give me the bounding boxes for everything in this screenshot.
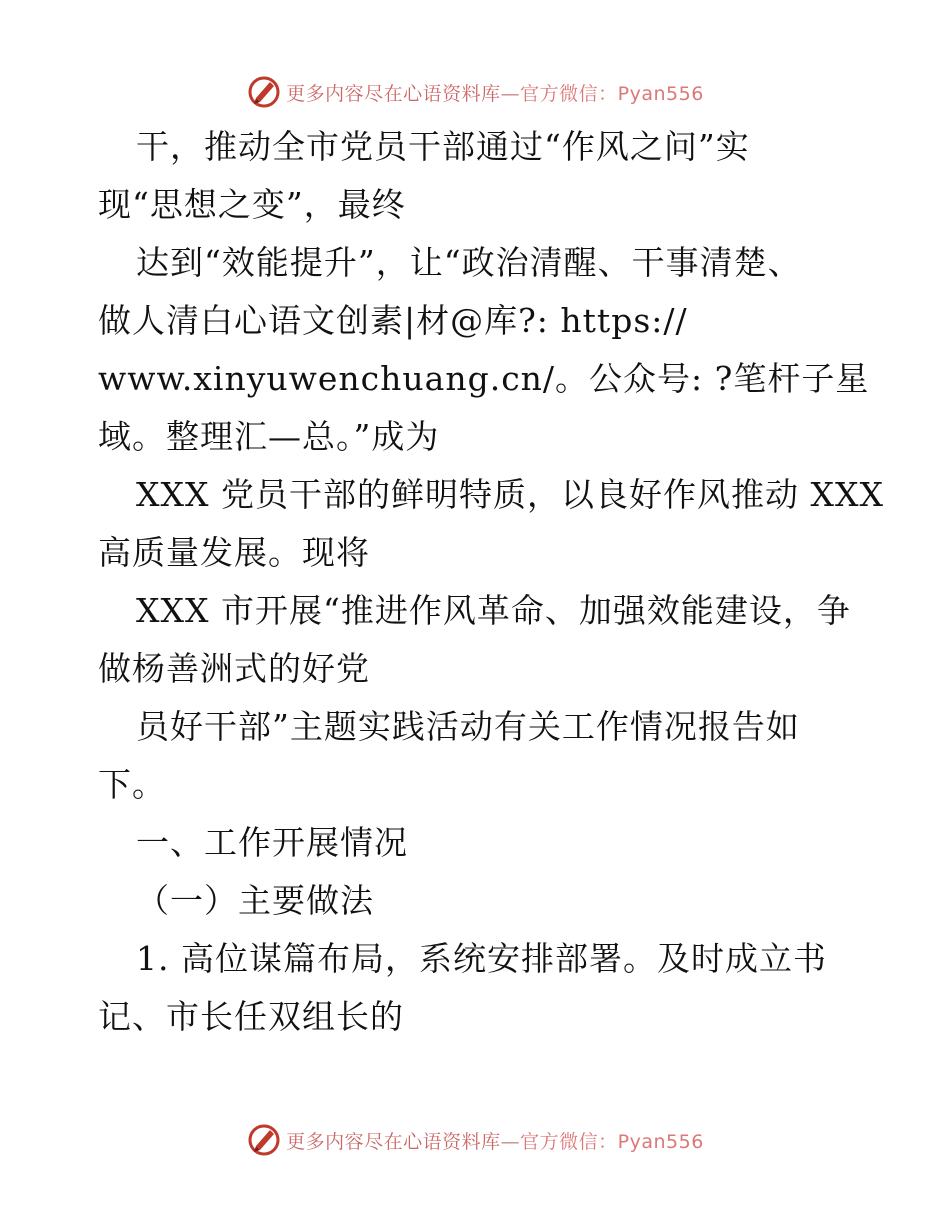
text-line: 做杨善洲式的好党 [98,649,370,688]
text-line: 达到“效能提升”，让“政治清醒、干事清楚、 [136,243,802,282]
watermark-text [286,1127,704,1154]
footer-watermark [0,1120,950,1160]
pen-logo-icon [246,74,282,110]
watermark-text [286,79,704,106]
header-watermark [0,72,950,112]
watermark-site: 更多内容尽在心语资料库 [286,1130,501,1153]
watermark-wechat: 官方微信：Pyan556 [520,1130,704,1153]
text-line: 高质量发展。现将 [98,533,370,572]
text-line: 1. 高位谋篇布局，系统安排部署。及时成立书 [136,939,827,978]
text-line: XXX 市开展“推进作风革命、加强效能建设，争 [136,591,851,630]
text-line: 现“思想之变”，最终 [98,185,406,224]
text-line: 干，推动全市党员干部通过“作风之问”实 [136,127,750,166]
watermark-separator: — [500,1130,521,1153]
text-line: 下。 [98,765,166,804]
section-heading: 一、工作开展情况 [136,823,408,862]
watermark-separator: — [500,82,521,105]
document-body [98,118,884,1046]
watermark-wechat: 官方微信：Pyan556 [520,82,704,105]
watermark-site: 更多内容尽在心语资料库 [286,82,501,105]
text-line: XXX 党员干部的鲜明特质，以良好作风推动 XXX [136,475,884,514]
pen-logo-icon [246,1122,282,1158]
text-line: 员好干部”主题实践活动有关工作情况报告如 [136,707,800,746]
text-line: www.xinyuwenchuang.cn/。公众号: ?笔杆子星 [98,359,870,398]
text-line: 做人清白心语文创素|材@库?: https:// [98,301,688,340]
text-line: 域。整理汇—总。”成为 [98,417,440,456]
text-line: 记、市长任双组长的 [98,997,404,1036]
subsection-heading: （一）主要做法 [136,881,374,920]
